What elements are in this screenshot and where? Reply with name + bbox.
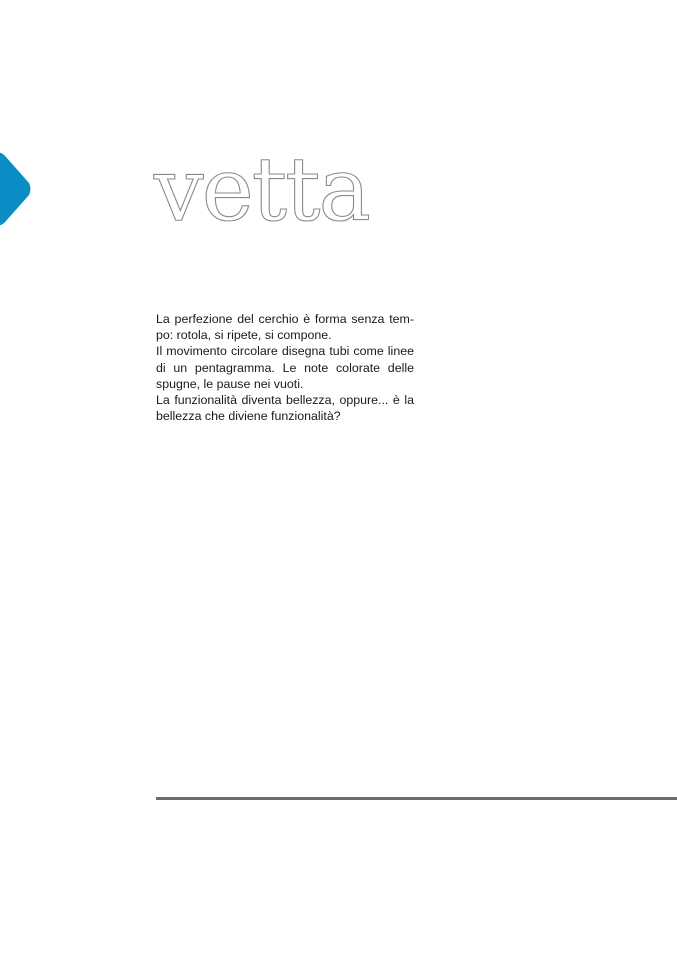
title-text: vetta <box>154 138 369 241</box>
horizontal-rule <box>156 797 677 800</box>
body-text <box>156 311 414 424</box>
paragraph-1: La perfezione del cerchio è forma senza tem-po: rotola, si ripete, si compone. <box>156 312 414 343</box>
paragraph-3: La funzionalità diventa bellezza, oppure... è la bellezza che diviene funzionalità? <box>156 393 414 424</box>
blue-tab-marker <box>0 152 32 226</box>
paragraph-2: Il movimento circolare disegna tubi come linee di un pentagramma. Le note colorate delle spugne, le pause nei vuoti. <box>156 344 414 391</box>
title-outline <box>150 140 410 240</box>
tab-marker-shape <box>0 152 31 226</box>
